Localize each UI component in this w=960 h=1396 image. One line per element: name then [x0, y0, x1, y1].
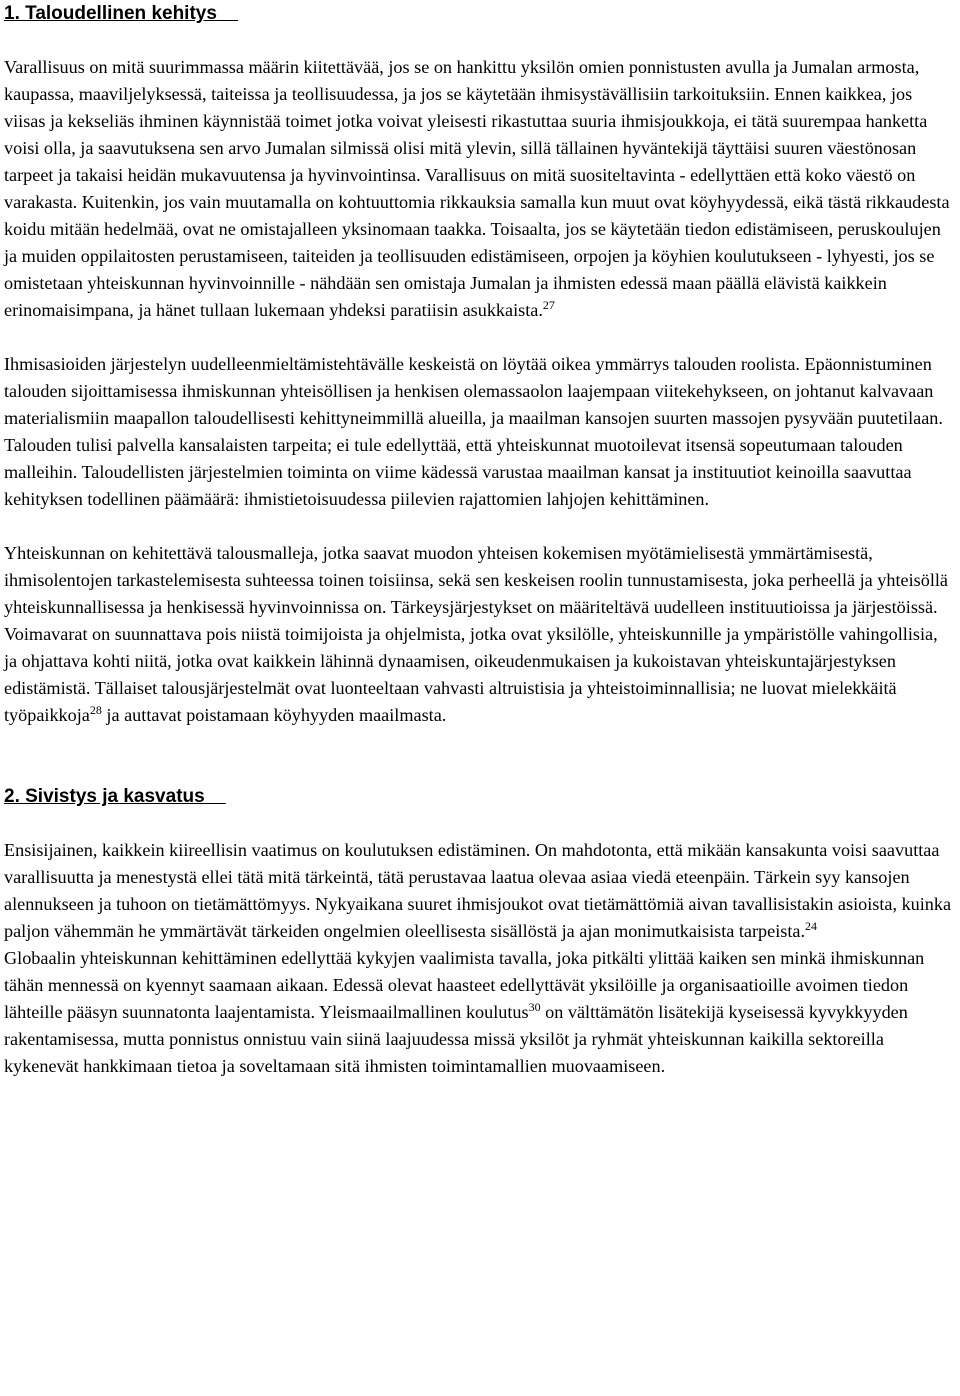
paragraph-economy-2: Ihmisasioiden järjestelyn uudelleenmieltämistehtävälle keskeistä on löytää oikea ymmärrys talouden roolista. Epäonnistuminen talouden sijoittamisessa ihmiskunnan yhteisöllisen ja henkisen olemassaolon laajempaan viitekehykseen, on johtanut kalvavaan materialismiin maapallon taloudellisesti kehittyneimmillä alueilla, ja maailman kansojen suurten massojen pysyvään puutetilaan. Talouden tulisi palvella kansalaisten tarpeita; ei tule edellyttää, että yhteiskunnat muotoilevat itsensä sopeutumaan talouden malleihin. Taloudellisten järjestelmien toiminta on viime kädessä varustaa maailman kansat ja instituutiot keinoilla saavuttaa kehityksen todellinen päämäärä: ihmistietoisuudessa piilevien rajattomien lahjojen kehittäminen. [4, 354, 943, 509]
document-page [4, 0, 954, 1080]
footnote-ref[interactable]: 24 [805, 919, 818, 933]
spacer [4, 27, 954, 54]
footnote-ref[interactable]: 30 [528, 1000, 541, 1014]
spacer [4, 810, 954, 837]
paragraph-economy-1: Varallisuus on mitä suurimmassa määrin kiitettävää, jos se on hankittu yksilön omien ponnistusten avulla ja Jumalan armosta, kaupassa, maaviljelyksessä, taiteissa ja teollisuudessa, ja jos se käytetään ihmisystävällisiin tarkoituksiin. Ennen kaikkea, jos viisas ja kekseliäs ihminen käynnistää toimet jotka voivat yleisesti rikastuttaa suuria ihmisjoukkoja, ei tätä suurempaa hanketta voisi olla, ja saavutuksena sen arvo Jumalan silmissä olisi mitä ylevin, sillä tällainen hyväntekijä täyttäisi suuren väestönosan tarpeet ja takaisi heidän mukavuutensa ja hyvinvointinsa. Varallisuus on mitä suositeltavinta - edellyttäen että koko väestö on varakasta. Kuitenkin, jos vain muutamalla on kohtuuttomia rikkauksia samalla kun muut ovat köyhyydessä, eikä tästä rikkaudesta koidu mitään hedelmää, ovat ne omistajalleen yksinomaan taakka. Toisaalta, jos se käytetään tiedon edistämiseen, peruskoulujen ja muiden oppilaitosten perustamiseen, taiteiden ja teollisuuden edistämiseen, orpojen ja köyhien koulutukseen - lyhyesti, jos se omistetaan yhteiskunnan hyvinvoinnille - nähdään sen omistaja Jumalan ja ihmisten edessä maan päällä elävistä kaikkein erinomaisimpana, ja hänet tullaan lukemaan yhdeksi paratiisin asukkaista.$^{27}$ [4, 57, 950, 320]
section-heading-economy: 1. Taloudellinen kehitys [4, 3, 217, 24]
paragraph-economy-3: Yhteiskunnan on kehitettävä talousmalleja, jotka saavat muodon yhteisen kokemisen myötämielisestä ymmärtämisestä, ihmisolentojen tarkastelemisesta suhteessa toinen toisiinsa, sekä sen keskeisen roolin tunnustamisesta, joka perheellä ja yhteisöllä yhteiskunnallisessa ja henkisessä hyvinvoinnissa on. Tärkeysjärjestykset on määriteltävä uudelleen instituutioissa ja järjestöissä. Voimavarat on suunnattava pois niistä toimijoista ja ohjelmista, jotka ovat yksilölle, yhteiskunnille ja ympäristölle vahingollisia, ja ohjattava kohti niitä, jotka ovat kaikkein lähinnä dynaamisen, oikeudenmukaisen ja kukoistavan yhteiskuntajärjestyksen edistämistä. Tällaiset talousjärjestelmät ovat luonteeltaan vahvasti altruistisia ja yhteistoiminnallisia; ne luovat mielekkäitä työpaikkoja$^{28}$ ja auttavat poistamaan köyhyyden maailmasta. [4, 543, 949, 725]
paragraph-education-2: Globaalin yhteiskunnan kehittäminen edellyttää kykyjen vaalimista tavalla, joka pitkälti ylittää kaiken sen minkä ihmiskunnan tähän mennessä on kyennyt saamaan aikaan. Edessä olevat haasteet edellyttävät yksilöille ja organisaatioille avoimen tiedon lähteille pääsyn suunnatonta laajentamista. Yleismaailmallinen koulutus$^{30}$ on välttämätön lisätekijä kyseisessä kyvykkyyden rakentamisessa, mutta ponnistus onnistuu vain siinä laajuudessa missä yksilöt ja ryhmät yhteiskunnan kaikilla sektoreilla kykenevät hankkimaan tietoa ja soveltamaan sitä ihmisten toimintamallien muovaamiseen. [4, 948, 925, 1076]
spacer [4, 729, 954, 783]
spacer [4, 324, 954, 351]
footnote-ref[interactable]: 27 [542, 298, 555, 312]
spacer [4, 513, 954, 540]
footnote-ref[interactable]: 28 [89, 703, 102, 717]
paragraph-education-1: Ensisijainen, kaikkein kiireellisin vaatimus on koulutuksen edistäminen. On mahdotonta, että mikään kansakunta voisi saavuttaa varallisuutta ja menestystä ellei tätä mitä tärkeintä, tätä perustavaa laatua olevaa asiaa viedä eteenpäin. Tärkein syy kansojen alennukseen ja tuhoon on tietämättömyys. Nykyaikana suuret ihmisjoukot ovat tietämättömiä aivan tavallisistakin asioista, kuinka paljon vähemmän he ymmärtävät tärkeiden ongelmien oleellisesta sisällöstä ja ajan monimutkaisista tarpeista.$^{24}$ [4, 840, 952, 941]
section-heading-education: 2. Sivistys ja kasvatus [4, 786, 205, 807]
